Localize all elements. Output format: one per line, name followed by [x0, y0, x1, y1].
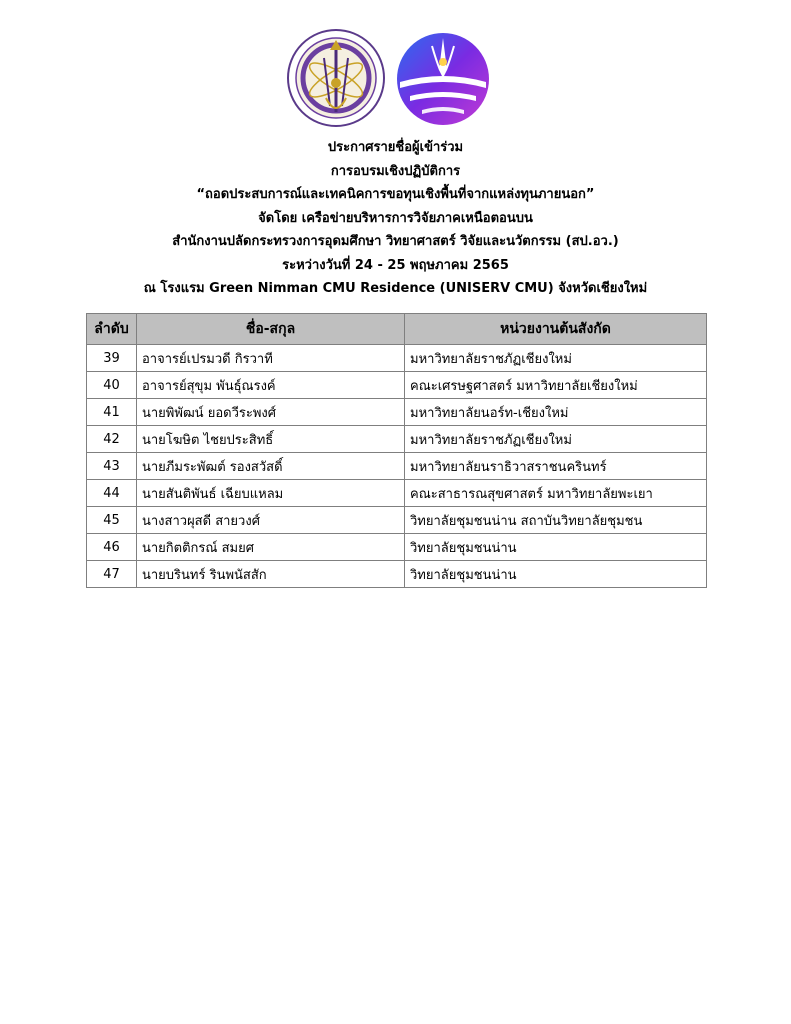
row-number: 42: [87, 426, 137, 453]
row-number: 46: [87, 534, 137, 561]
announcement-title: ประกาศรายชื่อผู้เข้าร่วม: [327, 140, 464, 155]
row-number: 47: [87, 561, 137, 588]
table-row: [87, 507, 707, 534]
table-row: [87, 561, 707, 588]
table-row: [87, 453, 707, 480]
organization: สำนักงานปลัดกระทรวงการอุดมศึกษา วิทยาศาสตร์ วิจัยและนวัตกรรม (สป.อว.): [172, 234, 619, 249]
participant-organization: คณะสาธารณสุขศาสตร์ มหาวิทยาลัยพะเยา: [405, 480, 707, 507]
participant-name: นายสันติพันธ์ เฉียบแหลม: [137, 480, 405, 507]
participant-table: [86, 313, 707, 588]
participant-name: อาจารย์เปรมวดี กิรวาที: [137, 345, 405, 372]
row-number: 40: [87, 372, 137, 399]
table-row: [87, 426, 707, 453]
organizer: จัดโดย เครือข่ายบริหารการวิจัยภาคเหนือตอนบน: [258, 210, 533, 226]
logo-area: [0, 28, 791, 132]
table-row: [87, 372, 707, 399]
participant-organization: คณะเศรษฐศาสตร์ มหาวิทยาลัยเชียงใหม่: [405, 372, 707, 399]
table-header-row: [87, 314, 707, 345]
row-number: 39: [87, 345, 137, 372]
event-dates: ระหว่างวันที่ 24 - 25 พฤษภาคม 2565: [282, 257, 509, 273]
table-row: [87, 399, 707, 426]
participant-name: อาจารย์สุขุม พันธุ์ณรงค์: [137, 372, 405, 399]
participant-organization: มหาวิทยาลัยนราธิวาสราชนครินทร์: [405, 453, 707, 480]
column-header-name: ชื่อ-สกุล: [137, 314, 405, 345]
participant-organization: วิทยาลัยชุมชนน่าน: [405, 561, 707, 588]
participant-organization: มหาวิทยาลัยนอร์ท-เชียงใหม่: [405, 399, 707, 426]
participant-name: นายบรินทร์ รินพนัสสัก: [137, 561, 405, 588]
participant-name: นายกิตติกรณ์ สมยศ: [137, 534, 405, 561]
participant-name: นายพิพัฒน์ ยอดวีระพงศ์: [137, 399, 405, 426]
participant-name: นายภีมระพัฒต์ รองสวัสดิ์: [137, 453, 405, 480]
workshop-topic: “ถอดประสบการณ์และเทคนิคการขอทุนเชิงพื้นที่จากแหล่งทุนภายนอก”: [196, 187, 595, 202]
row-number: 45: [87, 507, 137, 534]
participant-name: นางสาวผุสดี สายวงศ์: [137, 507, 405, 534]
table-row: [87, 534, 707, 561]
row-number: 41: [87, 399, 137, 426]
table-row: [87, 480, 707, 507]
column-header-organization: หน่วยงานต้นสังกัด: [405, 314, 707, 345]
participant-organization: มหาวิทยาลัยราชภัฏเชียงใหม่: [405, 426, 707, 453]
table-row: [87, 345, 707, 372]
event-venue: ณ โรงแรม Green Nimman CMU Residence (UNISERV CMU) จังหวัดเชียงใหม่: [143, 281, 648, 296]
participant-organization: วิทยาลัยชุมชนน่าน: [405, 534, 707, 561]
participant-organization: วิทยาลัยชุมชนน่าน สถาบันวิทยาลัยชุมชน: [405, 507, 707, 534]
participant-organization: มหาวิทยาลัยราชภัฏเชียงใหม่: [405, 345, 707, 372]
research-network-logo-icon: [392, 30, 494, 128]
ministry-seal-icon: [286, 28, 386, 128]
workshop-type: การอบรมเชิงปฏิบัติการ: [330, 163, 461, 179]
row-number: 43: [87, 453, 137, 480]
announcement-header: [0, 136, 791, 301]
participant-name: นายโฆษิต ไชยประสิทธิ์: [137, 426, 405, 453]
column-header-number: ลำดับ: [87, 314, 137, 345]
row-number: 44: [87, 480, 137, 507]
